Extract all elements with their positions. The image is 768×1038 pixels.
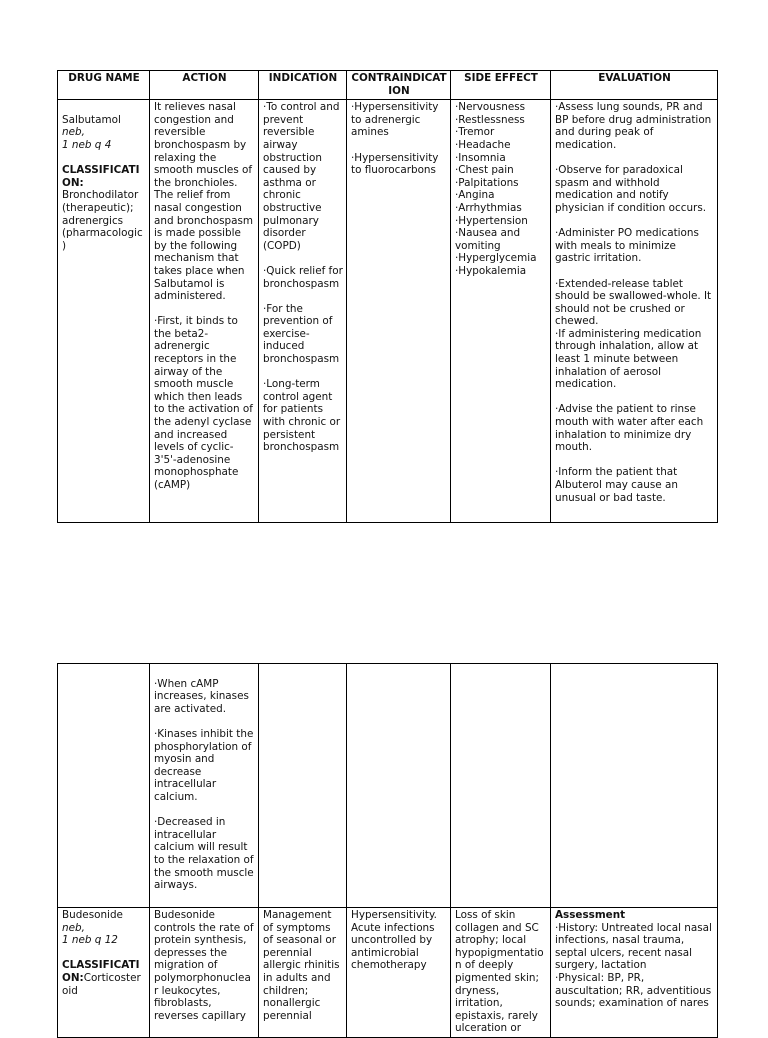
drug-name-cell (58, 908, 150, 1038)
evaluation-heading: Assessment (555, 909, 626, 921)
header-drug-name: DRUG NAME (58, 71, 150, 100)
side-effect-item: ·Headache (455, 138, 511, 151)
evaluation-item: ·Observe for paradoxical spasm and withhold medication and notify physician if condition occurs. (555, 164, 707, 214)
indication-item: ·Quick relief for bronchospasm (263, 264, 343, 290)
side-effect-item: ·Restlessness (455, 113, 525, 126)
action-paragraph: ·First, it binds to the beta2-adrenergic receptors in the airway of the smooth muscle which then leads to the activation of the adenyl cyclase and increased levels of cyclic- 3'5'-adenosine monophosphate (cAMP) (154, 315, 253, 491)
indication-item: ·For the prevention of exercise-induced bronchospasm (263, 302, 340, 366)
table-row (58, 908, 718, 1038)
header-indication: INDICATION (259, 71, 347, 100)
side-effect-item: ·Nervousness (455, 101, 526, 114)
side-effect-item: ·Tremor (455, 126, 495, 139)
drug-name-cell (58, 100, 150, 523)
side-effect-item: ·Nausea and vomiting (455, 227, 521, 252)
contraindication-cell (347, 908, 451, 1038)
side-effect-cell (451, 908, 551, 1038)
side-effect-item: ·Hypokalemia (455, 264, 527, 277)
evaluation-item: ·Assess lung sounds, PR and BP before drug administration and during peak of medication. (555, 101, 712, 151)
drug-route: neb, (62, 126, 85, 139)
side-effect-item: Loss of skin collagen and SC atrophy; local hypopigmentation of deeply pigmented skin; dryness, irritation, epistaxis, rarely ulceration or (455, 909, 544, 1035)
evaluation-item: ·Administer PO medications with meals to minimize gastric irritation. (555, 227, 699, 265)
side-effect-item: ·Arrhythmias (455, 201, 522, 214)
action-item: ·When cAMP increases, kinases are activated. (154, 677, 249, 715)
header-row (58, 71, 718, 100)
classification-block (62, 959, 146, 997)
evaluation-cell (551, 100, 718, 523)
evaluation-item: ·Inform the patient that Albuterol may cause an unusual or bad taste. (555, 466, 678, 504)
drug-table-bottom (57, 663, 718, 1038)
side-effect-item: ·Hypertension (455, 214, 528, 227)
contraindication-item: ·Hypersensitivity to adrenergic amines (351, 101, 439, 139)
header-action: ACTION (150, 71, 259, 100)
evaluation-item: ·Extended-release tablet should be swallowed-whole. It should not be crushed or chewed. (555, 277, 712, 328)
drug-dose: 1 neb q 4 (62, 138, 112, 151)
side-effect-cell (451, 664, 551, 908)
classification-text: Bronchodilator (therapeutic); adrenergics (pharmacologic) (62, 189, 143, 252)
side-effect-cell (451, 100, 551, 523)
drug-route: neb, (62, 921, 85, 934)
side-effect-item: ·Hyperglycemia (455, 252, 537, 265)
indication-cell (259, 908, 347, 1038)
classification-label: CLASSIFICATION: (62, 164, 140, 189)
action-item: ·Kinases inhibit the phosphorylation of myosin and decrease intracellular calcium. (154, 727, 254, 803)
indication-item: ·To control and prevent reversible airway obstruction caused by asthma or chronic obstructive pulmonary disorder (COPD) (263, 101, 340, 252)
action-cell (150, 664, 259, 908)
indication-cell (259, 100, 347, 523)
header-side-effect: SIDE EFFECT (451, 71, 551, 100)
indication-item: Management of symptoms of seasonal or perennial allergic rhinitis in adults and children; nonallergic perennial (263, 909, 340, 1022)
contraindication-cell (347, 100, 451, 523)
header-contraindication: CONTRAINDICATION (347, 71, 451, 100)
action-cell (150, 908, 259, 1038)
contraindication-item: ·Hypersensitivity to fluorocarbons (351, 151, 439, 177)
evaluation-cell (551, 664, 718, 908)
drug-dose: 1 neb q 12 (62, 934, 118, 947)
contraindication-cell (347, 664, 451, 908)
evaluation-item: ·Advise the patient to rinse mouth with water after each inhalation to minimize dry mouth. (555, 403, 704, 454)
evaluation-item: ·History: Untreated local nasal infections, nasal trauma, septal ulcers, recent nasal surgery, lactation (555, 921, 712, 972)
indication-item: ·Long-term control agent for patients with chronic or persistent bronchospasm (263, 378, 341, 454)
action-paragraph: Budesonide controls the rate of protein synthesis, depresses the migration of polymorphonuclear leukocytes, fibroblasts, reverses capillary (154, 909, 254, 1022)
table-row (58, 664, 718, 908)
classification-text: Corticosteroid (62, 971, 141, 997)
header-evaluation: EVALUATION (551, 71, 718, 100)
indication-cell (259, 664, 347, 908)
side-effect-item: ·Chest pain (455, 164, 514, 177)
evaluation-cell (551, 908, 718, 1038)
evaluation-item: ·Physical: BP, PR, auscultation; RR, adventitious sounds; examination of nares (555, 971, 712, 1010)
action-paragraph: It relieves nasal congestion and reversible bronchospasm by relaxing the smooth muscles of the bronchioles. The relief from nasal congestion and bronchospasm is made possible by the following mechanism that takes place when Salbutamol is administered. (154, 101, 253, 303)
classification-label: CLASSIFICATION: (62, 959, 140, 984)
action-item: ·Decreased in intracellular calcium will result to the relaxation of the smooth muscle airways. (154, 816, 254, 892)
drug-table-top (57, 70, 718, 523)
side-effect-item: ·Palpitations (455, 176, 519, 189)
evaluation-item: ·If administering medication through inhalation, allow at least 1 minute between inhalation of aerosol medication. (555, 327, 702, 391)
side-effect-item: ·Angina (455, 189, 495, 202)
action-cell (150, 100, 259, 523)
side-effect-item: ·Insomnia (455, 151, 506, 164)
drug-name: Budesonide (62, 909, 123, 921)
drug-name-cell (58, 664, 150, 908)
contraindication-item: Hypersensitivity. Acute infections uncontrolled by antimicrobial chemotherapy (351, 909, 437, 972)
table-row (58, 100, 718, 523)
drug-name: Salbutamol (62, 113, 121, 126)
